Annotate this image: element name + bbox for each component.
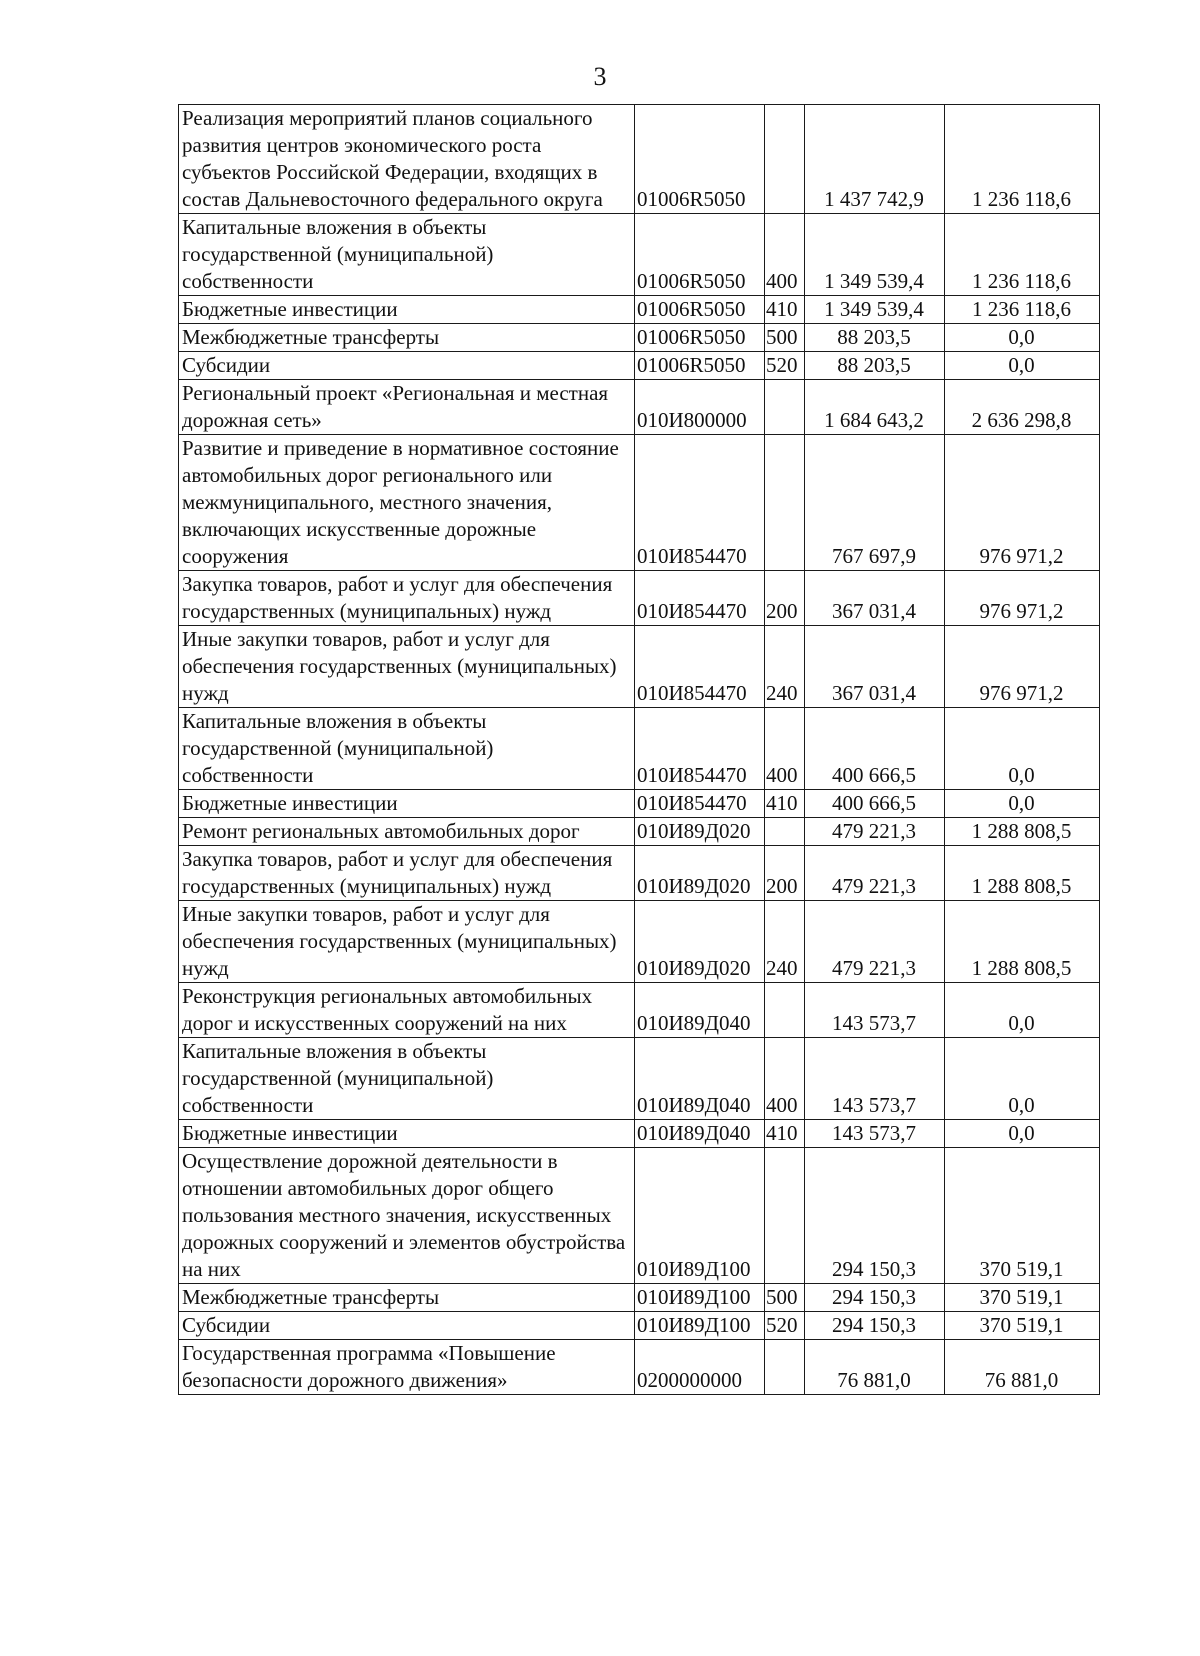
row-sum1-cell: 1 349 539,4 xyxy=(805,296,945,324)
row-name-cell: Осуществление дорожной деятельности в отношении автомобильных дорог общего пользования местного значения, искусственных дорожных сооружений и элементов обустройства на них xyxy=(179,1148,635,1284)
table-body xyxy=(179,105,1100,1395)
row-sum2-cell: 0,0 xyxy=(945,352,1100,380)
row-type-cell: 400 xyxy=(765,1038,805,1120)
row-code-cell: 010И89Д100 xyxy=(635,1148,765,1284)
row-name-cell: Закупка товаров, работ и услуг для обеспечения государственных (муниципальных) нужд xyxy=(179,846,635,901)
row-name-cell: Региональный проект «Региональная и местная дорожная сеть» xyxy=(179,380,635,435)
row-sum1-cell: 143 573,7 xyxy=(805,1038,945,1120)
row-code-cell: 010И89Д100 xyxy=(635,1312,765,1340)
table-row xyxy=(179,901,1100,983)
table-row xyxy=(179,105,1100,214)
row-name-cell: Межбюджетные трансферты xyxy=(179,1284,635,1312)
row-name-cell: Субсидии xyxy=(179,352,635,380)
table-row xyxy=(179,1148,1100,1284)
row-sum1-cell: 294 150,3 xyxy=(805,1148,945,1284)
row-sum1-cell: 1 684 643,2 xyxy=(805,380,945,435)
row-sum1-cell: 143 573,7 xyxy=(805,983,945,1038)
row-type-cell: 400 xyxy=(765,214,805,296)
row-sum2-cell: 0,0 xyxy=(945,324,1100,352)
row-sum1-cell: 88 203,5 xyxy=(805,352,945,380)
row-code-cell: 010И89Д040 xyxy=(635,1038,765,1120)
table-row xyxy=(179,1284,1100,1312)
table-row xyxy=(179,790,1100,818)
row-name-cell: Субсидии xyxy=(179,1312,635,1340)
row-code-cell: 010И89Д100 xyxy=(635,1284,765,1312)
row-type-cell: 410 xyxy=(765,790,805,818)
row-name-cell: Капитальные вложения в объекты государственной (муниципальной) собственности xyxy=(179,1038,635,1120)
row-type-cell: 410 xyxy=(765,1120,805,1148)
page-number: 3 xyxy=(593,62,607,91)
table-row xyxy=(179,983,1100,1038)
row-sum2-cell: 976 971,2 xyxy=(945,571,1100,626)
row-sum2-cell: 976 971,2 xyxy=(945,435,1100,571)
row-sum2-cell: 1 236 118,6 xyxy=(945,105,1100,214)
row-code-cell: 0200000000 xyxy=(635,1340,765,1395)
row-name-cell: Бюджетные инвестиции xyxy=(179,1120,635,1148)
table-row xyxy=(179,571,1100,626)
row-type-cell xyxy=(765,435,805,571)
row-sum1-cell: 1 349 539,4 xyxy=(805,214,945,296)
row-sum1-cell: 479 221,3 xyxy=(805,818,945,846)
row-name-cell: Развитие и приведение в нормативное состояние автомобильных дорог регионального или межмуниципального, местного значения, включающих искусственные дорожные сооружения xyxy=(179,435,635,571)
row-code-cell: 010И89Д020 xyxy=(635,901,765,983)
table-row xyxy=(179,1120,1100,1148)
table-row xyxy=(179,1340,1100,1395)
row-sum2-cell: 370 519,1 xyxy=(945,1284,1100,1312)
row-sum2-cell: 1 236 118,6 xyxy=(945,214,1100,296)
row-code-cell: 010И854470 xyxy=(635,571,765,626)
row-sum1-cell: 400 666,5 xyxy=(805,790,945,818)
row-name-cell: Государственная программа «Повышение безопасности дорожного движения» xyxy=(179,1340,635,1395)
row-sum2-cell: 1 288 808,5 xyxy=(945,901,1100,983)
row-sum1-cell: 143 573,7 xyxy=(805,1120,945,1148)
row-type-cell: 400 xyxy=(765,708,805,790)
row-code-cell: 01006R5050 xyxy=(635,214,765,296)
row-name-cell: Реконструкция региональных автомобильных дорог и искусственных сооружений на них xyxy=(179,983,635,1038)
table-row xyxy=(179,626,1100,708)
row-sum1-cell: 479 221,3 xyxy=(805,901,945,983)
row-sum2-cell: 76 881,0 xyxy=(945,1340,1100,1395)
row-sum1-cell: 400 666,5 xyxy=(805,708,945,790)
row-code-cell: 01006R5050 xyxy=(635,296,765,324)
row-sum1-cell: 367 031,4 xyxy=(805,571,945,626)
row-type-cell: 240 xyxy=(765,626,805,708)
table-row xyxy=(179,435,1100,571)
row-type-cell xyxy=(765,1340,805,1395)
row-type-cell xyxy=(765,983,805,1038)
row-code-cell: 01006R5050 xyxy=(635,324,765,352)
row-sum2-cell: 2 636 298,8 xyxy=(945,380,1100,435)
row-sum1-cell: 294 150,3 xyxy=(805,1284,945,1312)
table-row xyxy=(179,296,1100,324)
row-type-cell: 200 xyxy=(765,571,805,626)
row-name-cell: Закупка товаров, работ и услуг для обеспечения государственных (муниципальных) нужд xyxy=(179,571,635,626)
row-type-cell: 200 xyxy=(765,846,805,901)
row-sum1-cell: 76 881,0 xyxy=(805,1340,945,1395)
row-sum2-cell: 370 519,1 xyxy=(945,1312,1100,1340)
row-name-cell: Ремонт региональных автомобильных дорог xyxy=(179,818,635,846)
row-type-cell: 500 xyxy=(765,324,805,352)
row-name-cell: Капитальные вложения в объекты государственной (муниципальной) собственности xyxy=(179,214,635,296)
table-row xyxy=(179,1038,1100,1120)
row-name-cell: Межбюджетные трансферты xyxy=(179,324,635,352)
row-sum1-cell: 367 031,4 xyxy=(805,626,945,708)
row-type-cell: 500 xyxy=(765,1284,805,1312)
row-code-cell: 010И800000 xyxy=(635,380,765,435)
table-row xyxy=(179,324,1100,352)
row-code-cell: 010И89Д020 xyxy=(635,818,765,846)
row-sum1-cell: 294 150,3 xyxy=(805,1312,945,1340)
row-sum2-cell: 0,0 xyxy=(945,790,1100,818)
row-sum2-cell: 0,0 xyxy=(945,983,1100,1038)
row-code-cell: 01006R5050 xyxy=(635,352,765,380)
table-row xyxy=(179,708,1100,790)
table-row xyxy=(179,214,1100,296)
row-code-cell: 01006R5050 xyxy=(635,105,765,214)
row-sum1-cell: 767 697,9 xyxy=(805,435,945,571)
row-code-cell: 010И89Д040 xyxy=(635,1120,765,1148)
row-sum2-cell: 976 971,2 xyxy=(945,626,1100,708)
row-name-cell: Капитальные вложения в объекты государственной (муниципальной) собственности xyxy=(179,708,635,790)
table-row xyxy=(179,818,1100,846)
row-sum2-cell: 1 288 808,5 xyxy=(945,818,1100,846)
table-row xyxy=(179,1312,1100,1340)
row-sum1-cell: 1 437 742,9 xyxy=(805,105,945,214)
table-row xyxy=(179,352,1100,380)
row-code-cell: 010И89Д040 xyxy=(635,983,765,1038)
row-sum2-cell: 1 288 808,5 xyxy=(945,846,1100,901)
row-type-cell: 520 xyxy=(765,352,805,380)
row-sum2-cell: 0,0 xyxy=(945,708,1100,790)
row-name-cell: Иные закупки товаров, работ и услуг для обеспечения государственных (муниципальных) нужд xyxy=(179,626,635,708)
row-sum2-cell: 0,0 xyxy=(945,1038,1100,1120)
row-type-cell xyxy=(765,105,805,214)
row-sum2-cell: 0,0 xyxy=(945,1120,1100,1148)
row-type-cell: 410 xyxy=(765,296,805,324)
row-name-cell: Реализация мероприятий планов социального развития центров экономического роста субъектов Российской Федерации, входящих в состав Дальневосточного федерального округа xyxy=(179,105,635,214)
row-name-cell: Бюджетные инвестиции xyxy=(179,790,635,818)
row-code-cell: 010И854470 xyxy=(635,790,765,818)
row-type-cell: 520 xyxy=(765,1312,805,1340)
row-name-cell: Иные закупки товаров, работ и услуг для обеспечения государственных (муниципальных) нужд xyxy=(179,901,635,983)
table-row xyxy=(179,846,1100,901)
row-code-cell: 010И854470 xyxy=(635,708,765,790)
row-type-cell xyxy=(765,1148,805,1284)
row-sum1-cell: 479 221,3 xyxy=(805,846,945,901)
budget-table xyxy=(178,104,1100,1395)
row-type-cell: 240 xyxy=(765,901,805,983)
row-code-cell: 010И89Д020 xyxy=(635,846,765,901)
row-name-cell: Бюджетные инвестиции xyxy=(179,296,635,324)
row-type-cell xyxy=(765,380,805,435)
row-sum1-cell: 88 203,5 xyxy=(805,324,945,352)
row-sum2-cell: 1 236 118,6 xyxy=(945,296,1100,324)
row-code-cell: 010И854470 xyxy=(635,626,765,708)
table-row xyxy=(179,380,1100,435)
row-sum2-cell: 370 519,1 xyxy=(945,1148,1100,1284)
row-code-cell: 010И854470 xyxy=(635,435,765,571)
row-type-cell xyxy=(765,818,805,846)
